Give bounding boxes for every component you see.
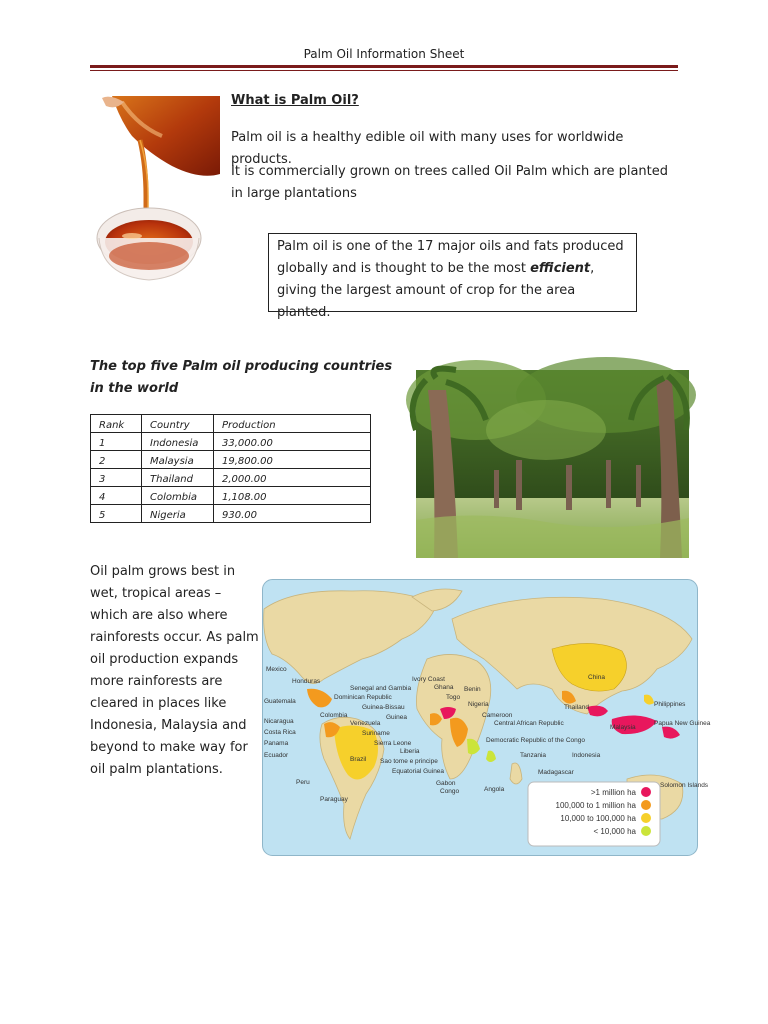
intro-paragraph-2: It is commercially grown on trees called Oil Palm which are planted in large plantations bbox=[231, 164, 669, 201]
legend-swatch bbox=[641, 813, 651, 823]
map-label-guinea-bissau: Guinea-Bissau bbox=[362, 704, 405, 711]
map-label-honduras: Honduras bbox=[292, 678, 321, 685]
production-cell: 2,000.00 bbox=[214, 469, 371, 487]
map-label-tanzania: Tanzania bbox=[520, 752, 547, 759]
production-cell: 19,800.00 bbox=[214, 451, 371, 469]
map-label-guatemala: Guatemala bbox=[264, 698, 296, 705]
page-header-title: Palm Oil Information Sheet bbox=[303, 47, 465, 61]
efficiency-callout-box bbox=[268, 233, 637, 320]
map-label-costa-rica: Costa Rica bbox=[264, 729, 296, 736]
map-label-ivory-coast: Ivory Coast bbox=[412, 676, 445, 683]
table-row bbox=[91, 487, 371, 505]
map-label-china: China bbox=[588, 674, 605, 681]
map-label-panama: Panama bbox=[264, 740, 289, 747]
map-label-benin: Benin bbox=[464, 686, 481, 693]
map-label-brazil: Brazil bbox=[350, 756, 367, 763]
production-cell: 33,000.00 bbox=[214, 433, 371, 451]
map-label-mexico: Mexico bbox=[266, 666, 287, 673]
callout-emphasis: efficient bbox=[530, 261, 591, 276]
table-row bbox=[91, 433, 371, 451]
oil-palm-plantation-photo bbox=[416, 370, 689, 558]
map-legend bbox=[528, 782, 660, 846]
map-label-indonesia: Indonesia bbox=[572, 752, 601, 759]
what-is-palm-oil-heading: What is Palm Oil? bbox=[231, 93, 359, 108]
country-cell: Colombia bbox=[142, 487, 214, 505]
map-label-venezuela: Venezuela bbox=[350, 720, 381, 727]
country-cell: Thailand bbox=[142, 469, 214, 487]
legend-swatch bbox=[641, 787, 651, 797]
map-label-ecuador: Ecuador bbox=[264, 752, 289, 759]
table-row bbox=[91, 505, 371, 523]
map-label-togo: Togo bbox=[446, 694, 461, 701]
production-cell: 930.00 bbox=[214, 505, 371, 523]
column-header-country: Country bbox=[142, 415, 214, 433]
map-label-liberia: Liberia bbox=[400, 748, 420, 755]
map-label-dominican-republic: Dominican Republic bbox=[334, 694, 392, 701]
map-label-drc: Democratic Republic of the Congo bbox=[486, 737, 585, 744]
map-label-thailand: Thailand bbox=[564, 704, 589, 711]
country-cell: Malaysia bbox=[142, 451, 214, 469]
legend-label: >1 million ha bbox=[590, 788, 636, 797]
map-label-central-african-republic: Central African Republic bbox=[494, 720, 564, 727]
map-label-senegal-gambia: Senegal and Gambia bbox=[350, 685, 412, 692]
map-label-nigeria: Nigeria bbox=[468, 701, 489, 708]
table-row bbox=[91, 469, 371, 487]
intro-paragraph-1: Palm oil is a healthy edible oil with many uses for worldwide products. bbox=[231, 130, 624, 167]
map-label-peru: Peru bbox=[296, 779, 310, 786]
rank-cell: 3 bbox=[91, 469, 142, 487]
rank-cell: 2 bbox=[91, 451, 142, 469]
map-label-philippines: Philippines bbox=[654, 701, 686, 708]
producers-table bbox=[90, 414, 371, 523]
map-label-nicaragua: Nicaragua bbox=[264, 718, 294, 725]
map-label-solomon-islands: Solomon Islands bbox=[660, 782, 709, 789]
map-label-gabon: Gabon bbox=[436, 780, 456, 787]
palm-oil-pouring-photo bbox=[92, 96, 220, 312]
column-header-production: Production bbox=[214, 415, 371, 433]
map-label-angola: Angola bbox=[484, 786, 505, 793]
column-header-rank: Rank bbox=[91, 415, 142, 433]
map-label-madagascar: Madagascar bbox=[538, 769, 574, 776]
tropics-paragraph: Oil palm grows best in wet, tropical areas – which are also where rainforests occur. As palm oil production expands more rainforests are cleared in places like Indonesia, Malaysia and beyond to make way for oil palm plantations. bbox=[90, 564, 259, 777]
legend-swatch bbox=[641, 800, 651, 810]
production-cell: 1,108.00 bbox=[214, 487, 371, 505]
country-cell: Indonesia bbox=[142, 433, 214, 451]
map-label-sierra-leone: Sierra Leone bbox=[374, 740, 412, 747]
legend-label: < 10,000 ha bbox=[593, 827, 636, 836]
map-label-malaysia: Malaysia bbox=[610, 724, 636, 731]
map-label-colombia: Colombia bbox=[320, 712, 348, 719]
header-divider bbox=[90, 65, 678, 68]
country-cell: Nigeria bbox=[142, 505, 214, 523]
rank-cell: 1 bbox=[91, 433, 142, 451]
legend-label: 10,000 to 100,000 ha bbox=[560, 814, 636, 823]
rank-cell: 5 bbox=[91, 505, 142, 523]
map-label-suriname: Suriname bbox=[362, 730, 390, 737]
legend-label: 100,000 to 1 million ha bbox=[555, 801, 636, 810]
map-label-equatorial-guinea: Equatorial Guinea bbox=[392, 768, 445, 775]
rank-cell: 4 bbox=[91, 487, 142, 505]
map-label-ghana: Ghana bbox=[434, 684, 454, 691]
map-label-cameroon: Cameroon bbox=[482, 712, 513, 719]
top-producers-heading: The top five Palm oil producing countries in the world bbox=[90, 359, 393, 396]
callout-text-after: , giving the largest amount of crop for the area planted. bbox=[277, 261, 595, 320]
palm-oil-world-map bbox=[262, 579, 711, 856]
table-header-row bbox=[91, 415, 371, 433]
header-divider-thin bbox=[90, 70, 678, 71]
legend-swatch bbox=[641, 826, 651, 836]
map-label-congo: Congo bbox=[440, 788, 460, 795]
callout-text-before: Palm oil is one of the 17 major oils and fats produced globally and is thought to be the most bbox=[277, 239, 624, 276]
map-label-guinea: Guinea bbox=[386, 714, 407, 721]
map-label-paraguay: Paraguay bbox=[320, 796, 348, 803]
table-row bbox=[91, 451, 371, 469]
map-label-papua-new-guinea: Papua New Guinea bbox=[654, 720, 711, 727]
map-label-sao-tome: Sao tome e principe bbox=[380, 758, 438, 765]
